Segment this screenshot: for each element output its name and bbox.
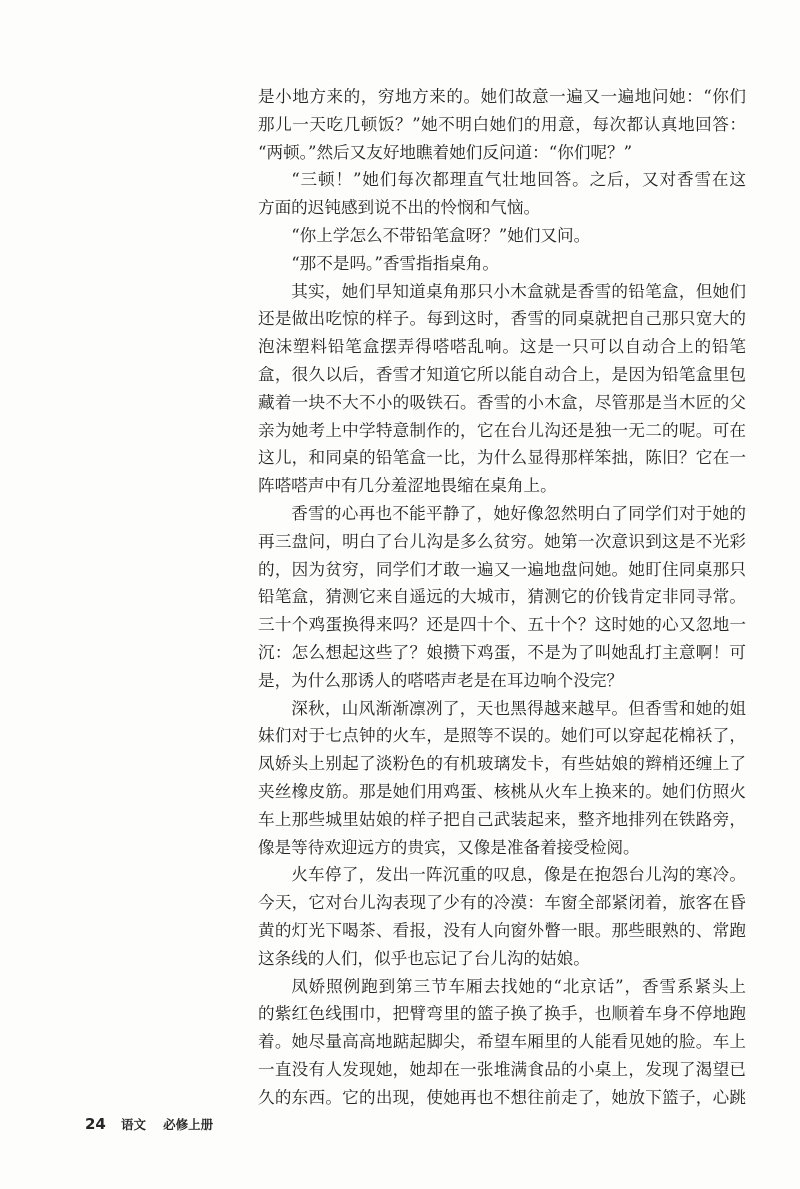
paragraph: [258, 861, 746, 972]
text-line: 的紫红色线围巾，把臂弯里的篮子换了换手，也顺着车身不停地跑: [258, 1004, 746, 1024]
text-line: 夹丝橡皮筋。那是她们用鸡蛋、核桃从火车上换来的。她们仿照火: [258, 781, 746, 801]
text-line: 那儿一天吃几顿饭？”她不明白她们的用意，每次都认真地回答：: [258, 114, 746, 134]
text-line: 香雪的心再也不能平静了，她好像忽然明白了同学们对于她的: [291, 503, 746, 523]
paragraph: [258, 83, 746, 166]
text-line: “你上学怎么不带铅笔盒呀？”她们又问。: [291, 225, 591, 245]
text-line: 久的东西。它的出现，使她再也不想往前走了，她放下篮子，心跳: [258, 1087, 746, 1107]
text-line: 方面的迟钝感到说不出的怜悯和气恼。: [258, 198, 541, 218]
text-line: 是，为什么那诱人的嗒嗒声老是在耳边响个没完？: [258, 670, 624, 690]
paragraph: [258, 695, 746, 862]
text-line: 铅笔盒，猜测它来自遥远的大城市，猜测它的价钱肯定非同寻常。: [258, 587, 746, 607]
page-footer: [85, 1114, 213, 1138]
text-line: 亲为她考上中学特意制作的，它在台儿沟还是独一无二的呢。可在: [258, 420, 746, 440]
paragraph: [258, 278, 746, 500]
text-line: “三顿！”她们每次都理直气壮地回答。之后，又对香雪在这: [291, 170, 746, 190]
text-line: 深秋，山风渐渐凛冽了，天也黑得越来越早。但香雪和她的姐: [291, 698, 746, 718]
text-line: 还是做出吃惊的样子。每到这时，香雪的同桌就把自己那只宽大的: [258, 309, 746, 329]
text-line: 是小地方来的，穷地方来的。她们故意一遍又一遍地问她：“你们: [258, 87, 746, 106]
text-line: 凤娇头上别起了淡粉色的有机玻璃发卡，有些姑娘的辫梢还缠上了: [258, 754, 746, 774]
paragraph: [258, 500, 746, 695]
text-line: 火车停了，发出一阵沉重的叹息，像是在抱怨台儿沟的寒冷。: [291, 865, 746, 885]
text-line: 像是等待欢迎远方的贵宾，又像是准备着接受检阅。: [258, 837, 640, 857]
text-line: 阵嗒嗒声中有几分羞涩地畏缩在桌角上。: [258, 476, 557, 496]
paragraph: [258, 973, 746, 1112]
text-line: 沉：怎么想起这些了？娘攒下鸡蛋，不是为了叫她乱打主意啊！可: [258, 642, 746, 662]
text-line: 再三盘问，明白了台儿沟是多么贫穷。她第一次意识到这是不光彩: [258, 531, 746, 551]
paragraph: [258, 166, 746, 222]
body-text: [258, 83, 746, 1111]
text-line: 着。她尽量高高地踮起脚尖，希望车厢里的人能看见她的脸。车上: [258, 1032, 746, 1052]
volume-name: 必修上册: [163, 1117, 214, 1132]
text-line: 藏着一块不大不小的吸铁石。香雪的小木盒，尽管那是当木匠的父: [258, 392, 746, 412]
text-line: 泡沫塑料铅笔盒摆弄得嗒嗒乱响。这是一只可以自动合上的铅笔: [258, 337, 746, 357]
text-line: 凤娇照例跑到第三节车厢去找她的“北京话”，香雪系紧头上: [291, 976, 746, 996]
page-number: 24: [85, 1115, 106, 1133]
text-line: 车上那些城里姑娘的样子把自己武装起来，整齐地排列在铁路旁，: [258, 809, 746, 829]
paragraph: [258, 222, 746, 250]
text-line: 一直没有人发现她，她却在一张堆满食品的小桌上，发现了渴望已: [258, 1059, 746, 1079]
text-line: 这儿，和同桌的铅笔盒一比，为什么显得那样笨拙，陈旧？它在一: [258, 448, 746, 468]
text-line: 今天，它对台儿沟表现了少有的冷漠：车窗全部紧闭着，旅客在昏: [258, 893, 746, 913]
text-line: 妹们对于七点钟的火车，是照等不误的。她们可以穿起花棉袄了，: [258, 726, 746, 746]
subject-name: 语文: [120, 1117, 146, 1132]
text-line: “两顿。”然后又友好地瞧着她们反问道：“你们呢？”: [258, 142, 633, 162]
text-line: 盒，很久以后，香雪才知道它所以能自动合上，是因为铅笔盒里包: [258, 364, 746, 384]
paragraph: [258, 250, 746, 278]
text-line: 黄的灯光下喝茶、看报，没有人向窗外瞥一眼。那些眼熟的、常跑: [258, 920, 746, 940]
text-line: 的，因为贫穷，同学们才敢一遍又一遍地盘问她。她盯住同桌那只: [258, 559, 746, 579]
text-line: 这条线的人们，似乎也忘记了台儿沟的姑娘。: [258, 948, 590, 968]
text-line: 其实，她们早知道桌角那只小木盒就是香雪的铅笔盒，但她们: [291, 281, 746, 301]
text-line: “那不是吗。”香雪指指桌角。: [291, 253, 499, 273]
text-line: 三十个鸡蛋换得来吗？还是四十个、五十个？这时她的心又忽地一: [258, 615, 746, 635]
